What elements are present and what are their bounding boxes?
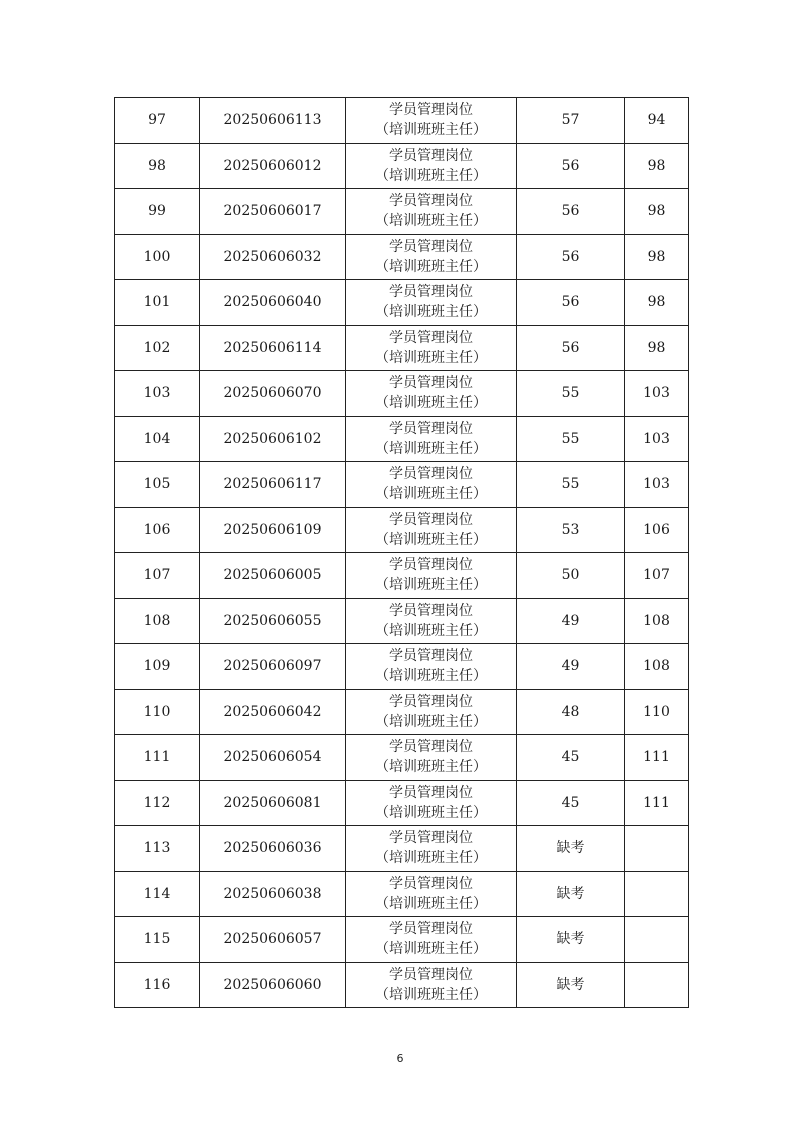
sequence-cell: 110 (115, 689, 200, 735)
position-subtitle: （培训班班主任） (375, 122, 487, 139)
sequence-cell: 107 (115, 553, 200, 599)
score-cell: 缺考 (517, 826, 625, 872)
candidate-id-cell: 20250606017 (200, 189, 346, 235)
candidate-id-cell: 20250606109 (200, 507, 346, 553)
sequence-cell: 97 (115, 98, 200, 144)
candidate-id-cell: 20250606102 (200, 416, 346, 462)
rank-cell: 106 (625, 507, 689, 553)
position-cell (346, 780, 517, 826)
rank-cell: 108 (625, 644, 689, 690)
table-row (115, 644, 689, 690)
position-subtitle: （培训班班主任） (375, 622, 487, 639)
position-subtitle: （培训班班主任） (375, 167, 487, 184)
table-row (115, 689, 689, 735)
candidate-id-cell: 20250606036 (200, 826, 346, 872)
table-row (115, 780, 689, 826)
position-cell (346, 598, 517, 644)
position-title: 学员管理岗位 (389, 329, 473, 346)
score-cell: 缺考 (517, 917, 625, 963)
position-title: 学员管理岗位 (389, 875, 473, 892)
position-subtitle: （培训班班主任） (375, 304, 487, 321)
position-cell (346, 962, 517, 1008)
table-row (115, 871, 689, 917)
candidate-id-cell: 20250606113 (200, 98, 346, 144)
candidate-id-cell: 20250606054 (200, 735, 346, 781)
position-title: 学员管理岗位 (389, 466, 473, 483)
position-title: 学员管理岗位 (389, 648, 473, 665)
position-subtitle: （培训班班主任） (375, 895, 487, 912)
position-subtitle: （培训班班主任） (375, 349, 487, 366)
rank-cell: 111 (625, 780, 689, 826)
candidate-id-cell: 20250606070 (200, 371, 346, 417)
rank-cell: 111 (625, 735, 689, 781)
table-row (115, 143, 689, 189)
score-cell: 48 (517, 689, 625, 735)
position-cell (346, 917, 517, 963)
position-title: 学员管理岗位 (389, 147, 473, 164)
position-cell (346, 371, 517, 417)
position-cell (346, 462, 517, 508)
rank-cell: 98 (625, 280, 689, 326)
sequence-cell: 109 (115, 644, 200, 690)
score-cell: 56 (517, 325, 625, 371)
position-title: 学员管理岗位 (389, 602, 473, 619)
sequence-cell: 112 (115, 780, 200, 826)
position-cell (346, 234, 517, 280)
table-row (115, 553, 689, 599)
score-cell: 56 (517, 280, 625, 326)
position-cell (346, 689, 517, 735)
score-cell: 56 (517, 234, 625, 280)
position-subtitle: （培训班班主任） (375, 986, 487, 1003)
table-row (115, 735, 689, 781)
position-title: 学员管理岗位 (389, 921, 473, 938)
rank-cell (625, 962, 689, 1008)
sequence-cell: 100 (115, 234, 200, 280)
score-cell: 49 (517, 598, 625, 644)
score-cell: 50 (517, 553, 625, 599)
position-title: 学员管理岗位 (389, 784, 473, 801)
sequence-cell: 103 (115, 371, 200, 417)
rank-cell (625, 917, 689, 963)
candidate-id-cell: 20250606060 (200, 962, 346, 1008)
candidate-id-cell: 20250606040 (200, 280, 346, 326)
results-table (114, 97, 689, 1008)
score-cell: 56 (517, 189, 625, 235)
position-subtitle: （培训班班主任） (375, 850, 487, 867)
position-cell (346, 553, 517, 599)
table-row (115, 234, 689, 280)
position-title: 学员管理岗位 (389, 830, 473, 847)
score-cell: 缺考 (517, 962, 625, 1008)
position-title: 学员管理岗位 (389, 420, 473, 437)
candidate-id-cell: 20250606005 (200, 553, 346, 599)
score-cell: 57 (517, 98, 625, 144)
position-cell (346, 416, 517, 462)
position-cell (346, 735, 517, 781)
rank-cell: 107 (625, 553, 689, 599)
sequence-cell: 105 (115, 462, 200, 508)
position-cell (346, 325, 517, 371)
sequence-cell: 101 (115, 280, 200, 326)
candidate-id-cell: 20250606012 (200, 143, 346, 189)
table-row (115, 917, 689, 963)
score-cell: 缺考 (517, 871, 625, 917)
sequence-cell: 116 (115, 962, 200, 1008)
sequence-cell: 104 (115, 416, 200, 462)
sequence-cell: 102 (115, 325, 200, 371)
position-subtitle: （培训班班主任） (375, 577, 487, 594)
position-title: 学员管理岗位 (389, 193, 473, 210)
score-cell: 49 (517, 644, 625, 690)
position-title: 学员管理岗位 (389, 693, 473, 710)
position-cell (346, 280, 517, 326)
rank-cell: 110 (625, 689, 689, 735)
position-title: 学员管理岗位 (389, 557, 473, 574)
rank-cell: 98 (625, 234, 689, 280)
candidate-id-cell: 20250606038 (200, 871, 346, 917)
results-table-body (115, 98, 689, 1008)
sequence-cell: 98 (115, 143, 200, 189)
position-title: 学员管理岗位 (389, 238, 473, 255)
table-row (115, 507, 689, 553)
score-cell: 45 (517, 780, 625, 826)
rank-cell (625, 826, 689, 872)
score-cell: 55 (517, 371, 625, 417)
position-cell (346, 826, 517, 872)
position-subtitle: （培训班班主任） (375, 941, 487, 958)
position-title: 学员管理岗位 (389, 511, 473, 528)
rank-cell: 103 (625, 462, 689, 508)
position-title: 学员管理岗位 (389, 739, 473, 756)
position-subtitle: （培训班班主任） (375, 486, 487, 503)
table-row (115, 325, 689, 371)
rank-cell: 98 (625, 325, 689, 371)
rank-cell: 94 (625, 98, 689, 144)
position-subtitle: （培训班班主任） (375, 713, 487, 730)
sequence-cell: 111 (115, 735, 200, 781)
score-cell: 56 (517, 143, 625, 189)
rank-cell: 98 (625, 189, 689, 235)
page-number: 6 (396, 1052, 404, 1065)
position-cell (346, 644, 517, 690)
table-row (115, 371, 689, 417)
table-row (115, 98, 689, 144)
position-subtitle: （培训班班主任） (375, 668, 487, 685)
sequence-cell: 99 (115, 189, 200, 235)
table-row (115, 462, 689, 508)
position-subtitle: （培训班班主任） (375, 759, 487, 776)
table-row (115, 189, 689, 235)
position-cell (346, 507, 517, 553)
position-subtitle: （培训班班主任） (375, 440, 487, 457)
score-cell: 45 (517, 735, 625, 781)
position-subtitle: （培训班班主任） (375, 258, 487, 275)
position-title: 学员管理岗位 (389, 375, 473, 392)
candidate-id-cell: 20250606032 (200, 234, 346, 280)
candidate-id-cell: 20250606097 (200, 644, 346, 690)
table-row (115, 598, 689, 644)
candidate-id-cell: 20250606117 (200, 462, 346, 508)
position-title: 学员管理岗位 (389, 284, 473, 301)
position-cell (346, 143, 517, 189)
sequence-cell: 114 (115, 871, 200, 917)
candidate-id-cell: 20250606081 (200, 780, 346, 826)
rank-cell: 103 (625, 371, 689, 417)
position-cell (346, 871, 517, 917)
sequence-cell: 108 (115, 598, 200, 644)
rank-cell: 98 (625, 143, 689, 189)
position-cell (346, 98, 517, 144)
rank-cell: 108 (625, 598, 689, 644)
rank-cell (625, 871, 689, 917)
position-subtitle: （培训班班主任） (375, 531, 487, 548)
position-title: 学员管理岗位 (389, 966, 473, 983)
sequence-cell: 115 (115, 917, 200, 963)
position-subtitle: （培训班班主任） (375, 804, 487, 821)
position-cell (346, 189, 517, 235)
table-row (115, 280, 689, 326)
position-title: 学员管理岗位 (389, 102, 473, 119)
sequence-cell: 113 (115, 826, 200, 872)
candidate-id-cell: 20250606042 (200, 689, 346, 735)
table-row (115, 826, 689, 872)
table-row (115, 416, 689, 462)
sequence-cell: 106 (115, 507, 200, 553)
score-cell: 53 (517, 507, 625, 553)
score-cell: 55 (517, 416, 625, 462)
candidate-id-cell: 20250606114 (200, 325, 346, 371)
candidate-id-cell: 20250606057 (200, 917, 346, 963)
score-cell: 55 (517, 462, 625, 508)
table-row (115, 962, 689, 1008)
position-subtitle: （培训班班主任） (375, 395, 487, 412)
candidate-id-cell: 20250606055 (200, 598, 346, 644)
rank-cell: 103 (625, 416, 689, 462)
position-subtitle: （培训班班主任） (375, 213, 487, 230)
